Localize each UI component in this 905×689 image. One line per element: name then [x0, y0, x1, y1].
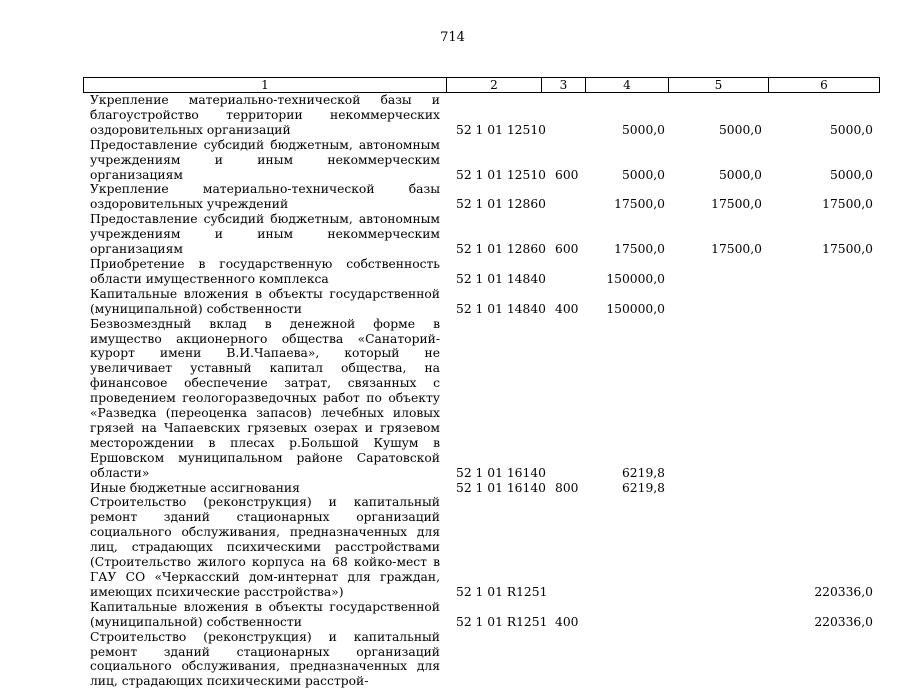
table-row — [0, 93, 905, 138]
header-col-5: 5 — [669, 78, 769, 92]
table-row — [0, 317, 905, 481]
row-description: Приобретение в государственную собственность области имущественного комплекса — [90, 256, 440, 286]
row-value-col4: 17500,0 — [614, 197, 665, 212]
header-col-3: 3 — [542, 78, 586, 92]
row-value-col6: 5000,0 — [829, 167, 873, 182]
row-value-col5: 5000,0 — [718, 167, 762, 182]
row-code: 52 1 01 16140 — [456, 480, 546, 495]
table-row — [0, 138, 905, 183]
row-value-col4: 150000,0 — [606, 271, 665, 286]
table-row — [0, 481, 905, 496]
row-description: Безвозмездный вклад в денежной форме в имущество акционерного общества «Санаторий-курорт имени В.И.Чапаева», который не увеличивает уставный капитал общества, на финансовое обеспечение затрат, связанных с проведением геологоразведочных работ по объекту «Разведка (переоценка запасов) лечебных иловых грязей на Чапаевских грязевых озерах и грязевом месторождении в плесах р.Большой Кушум в Ершовском муниципальном районе Саратовской области» — [90, 316, 440, 480]
header-col-6: 6 — [820, 78, 828, 92]
row-type: 400 — [555, 301, 579, 316]
table-row — [0, 257, 905, 287]
row-value-col6: 5000,0 — [829, 122, 873, 137]
row-description: Строительство (реконструкция) и капитальный ремонт зданий стационарных организаций социального обслуживания, предназначенных для лиц, страдающих психическими расстройствами (Строительство жилого корпуса на 68 койко-мест в ГАУ СО «Черкасский дом-интернат для граждан, имеющих психические расстройства») — [90, 495, 440, 599]
row-code: 52 1 01 R1251 — [456, 614, 548, 629]
row-description: Строительство (реконструкция) и капитальный ремонт зданий стационарных организаций социального обслуживания, предназначенных для лиц, страдающих психическими расстрой- — [90, 629, 440, 689]
row-value-col6: 220336,0 — [814, 614, 873, 629]
row-description: Капитальные вложения в объекты государственной (муниципальной) собственности — [90, 599, 440, 629]
row-type: 600 — [555, 242, 579, 257]
row-description: Иные бюджетные ассигнования — [90, 480, 300, 495]
table-row — [0, 600, 905, 630]
row-description: Капитальные вложения в объекты государственной (муниципальной) собственности — [90, 286, 440, 316]
table-row — [0, 495, 905, 599]
table-row — [0, 287, 905, 317]
table-row — [0, 630, 905, 689]
row-description: Предоставление субсидий бюджетным, автономным учреждениям и иным некоммерческим организациям — [90, 137, 440, 182]
row-type: 600 — [555, 167, 579, 182]
row-description: Предоставление субсидий бюджетным, автономным учреждениям и иным некоммерческим организациям — [90, 212, 440, 257]
row-code: 52 1 01 14840 — [456, 271, 546, 286]
header-col-4: 4 — [586, 78, 669, 92]
row-code: 52 1 01 14840 — [456, 301, 546, 316]
table-body — [0, 93, 905, 689]
row-value-col4: 6219,8 — [621, 480, 665, 495]
row-code: 52 1 01 12860 — [456, 197, 546, 212]
row-code: 52 1 01 12510 — [456, 122, 546, 137]
row-type: 800 — [555, 480, 579, 495]
row-value-col4: 5000,0 — [621, 167, 665, 182]
row-code: 52 1 01 12860 — [456, 242, 546, 257]
table-header — [83, 77, 880, 93]
row-description: Укрепление материально-технической базы и благоустройство территории некоммерческих оздоровительных организаций — [90, 93, 440, 137]
row-description: Укрепление материально-технической базы оздоровительных учреждений — [90, 182, 440, 212]
row-value-col6: 220336,0 — [814, 584, 873, 599]
row-value-col5: 5000,0 — [718, 122, 762, 137]
header-col-1: 1 — [84, 78, 447, 92]
row-code: 52 1 01 16140 — [456, 465, 546, 480]
table-row — [0, 212, 905, 257]
row-value-col6: 17500,0 — [822, 242, 873, 257]
row-value-col6: 17500,0 — [822, 197, 873, 212]
row-value-col5: 17500,0 — [711, 197, 762, 212]
row-code: 52 1 01 12510 — [456, 167, 546, 182]
row-value-col4: 17500,0 — [614, 242, 665, 257]
table-row — [0, 182, 905, 212]
page-number: 714 — [440, 30, 465, 45]
row-value-col4: 5000,0 — [621, 122, 665, 137]
row-value-col5: 17500,0 — [711, 242, 762, 257]
row-value-col4: 150000,0 — [606, 301, 665, 316]
row-value-col4: 6219,8 — [621, 465, 665, 480]
row-code: 52 1 01 R1251 — [456, 584, 548, 599]
header-col-2: 2 — [447, 78, 542, 92]
row-type: 400 — [555, 614, 579, 629]
